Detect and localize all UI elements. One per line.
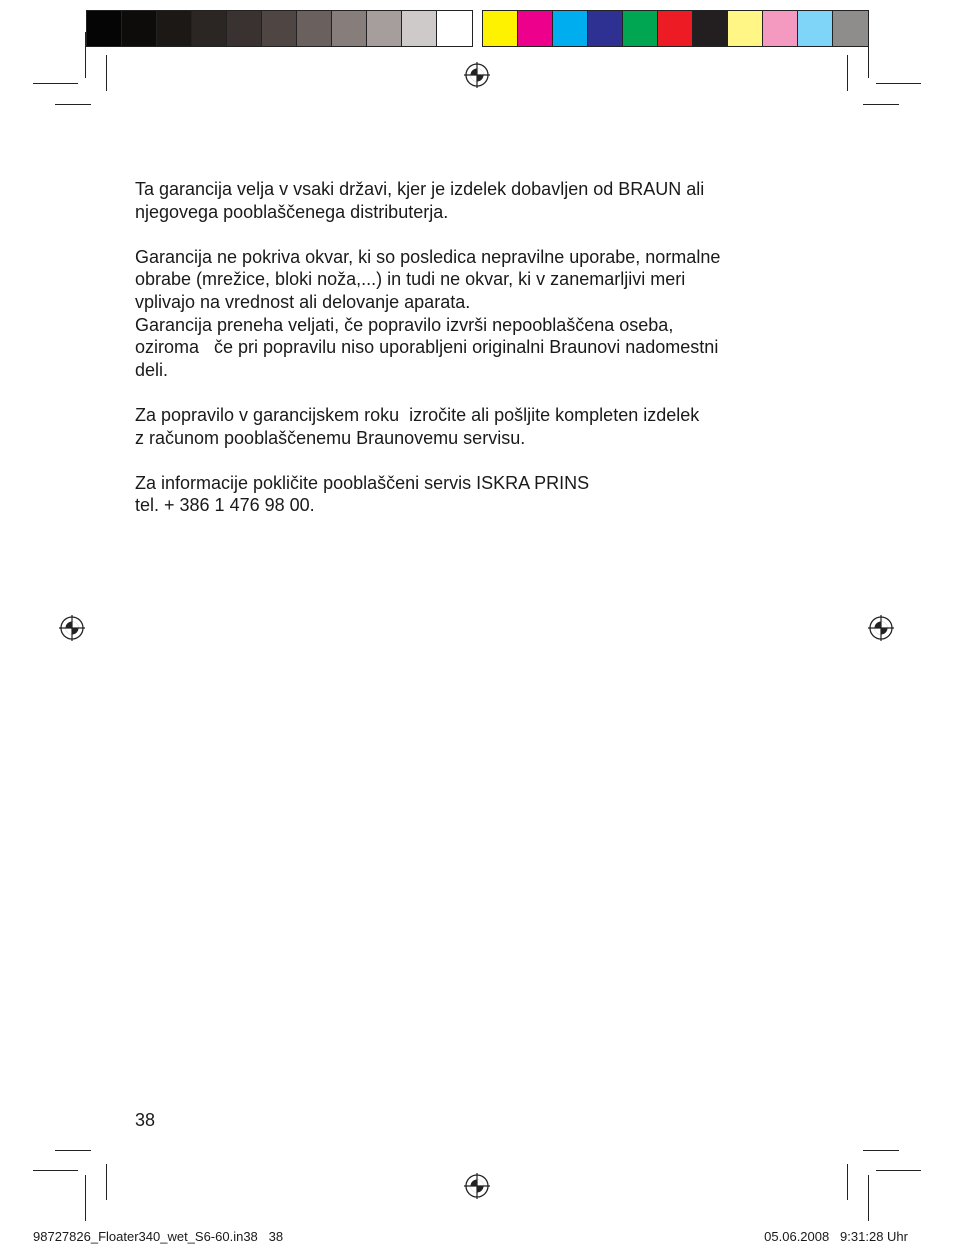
color-swatch <box>588 11 623 46</box>
slug-file-info: 98727826_Floater340_wet_S6-60.in38 38 <box>33 1229 284 1244</box>
paragraph: Ta garancija velja v vsaki državi, kjer je izdelek dobavljen od BRAUN ali njegovega pooblaščenega distributerja. <box>135 179 705 222</box>
color-swatch <box>623 11 658 46</box>
crop-mark <box>868 1175 869 1221</box>
color-swatch <box>332 11 367 46</box>
process-color-bar <box>482 10 869 47</box>
crop-mark <box>85 1175 86 1221</box>
color-swatch <box>798 11 833 46</box>
color-swatch <box>227 11 262 46</box>
color-swatch <box>833 11 868 46</box>
crop-mark <box>876 1170 921 1171</box>
color-swatch <box>553 11 588 46</box>
paragraph: Za popravilo v garancijskem roku izročite ali pošljite kompleten izdelek z računom pooblaščenemu Braunovemu servisu. <box>135 404 700 448</box>
crop-mark <box>868 32 869 78</box>
registration-mark-icon <box>464 62 490 88</box>
color-swatch <box>367 11 402 46</box>
crop-mark <box>863 1150 899 1151</box>
crop-mark <box>106 1164 107 1200</box>
registration-mark-icon <box>464 1173 490 1199</box>
color-swatch <box>157 11 192 46</box>
registration-mark-icon <box>59 615 85 641</box>
color-swatch <box>483 11 518 46</box>
paragraph: Garancija preneha veljati, če popravilo izvrši nepooblaščena oseba, oziroma če pri popravilu niso uporabljeni originalni Braunovi nadomestni deli. <box>135 314 719 380</box>
color-swatch <box>437 11 472 46</box>
color-swatch <box>192 11 227 46</box>
paragraph: Garancija ne pokriva okvar, ki so posledica nepravilne uporabe, normalne obrabe (mrežice, bloki noža,...) in tudi ne okvar, ki v zanemarljivi meri vplivajo na vrednost ali delovanje aparata. <box>135 246 721 312</box>
color-swatch <box>122 11 157 46</box>
page-number: 38 <box>135 1110 156 1130</box>
paragraph: Za informacije pokličite pooblaščeni servis ISKRA PRINS tel. + 386 1 476 98 00. <box>135 472 590 516</box>
warranty-text <box>135 178 835 540</box>
crop-mark <box>847 55 848 91</box>
crop-mark <box>863 104 899 105</box>
crop-mark <box>55 104 91 105</box>
color-swatch <box>763 11 798 46</box>
color-swatch <box>658 11 693 46</box>
crop-mark <box>33 83 78 84</box>
slug-timestamp: 05.06.2008 9:31:28 Uhr <box>764 1229 908 1244</box>
color-swatch <box>518 11 553 46</box>
color-swatch <box>262 11 297 46</box>
crop-mark <box>106 55 107 91</box>
color-swatch <box>402 11 437 46</box>
grayscale-color-bar <box>86 10 473 47</box>
crop-mark <box>55 1150 91 1151</box>
color-swatch <box>297 11 332 46</box>
registration-mark-icon <box>868 615 894 641</box>
crop-mark <box>33 1170 78 1171</box>
crop-mark <box>85 32 86 78</box>
color-swatch <box>693 11 728 46</box>
color-swatch <box>87 11 122 46</box>
color-swatch <box>728 11 763 46</box>
crop-mark <box>876 83 921 84</box>
crop-mark <box>847 1164 848 1200</box>
